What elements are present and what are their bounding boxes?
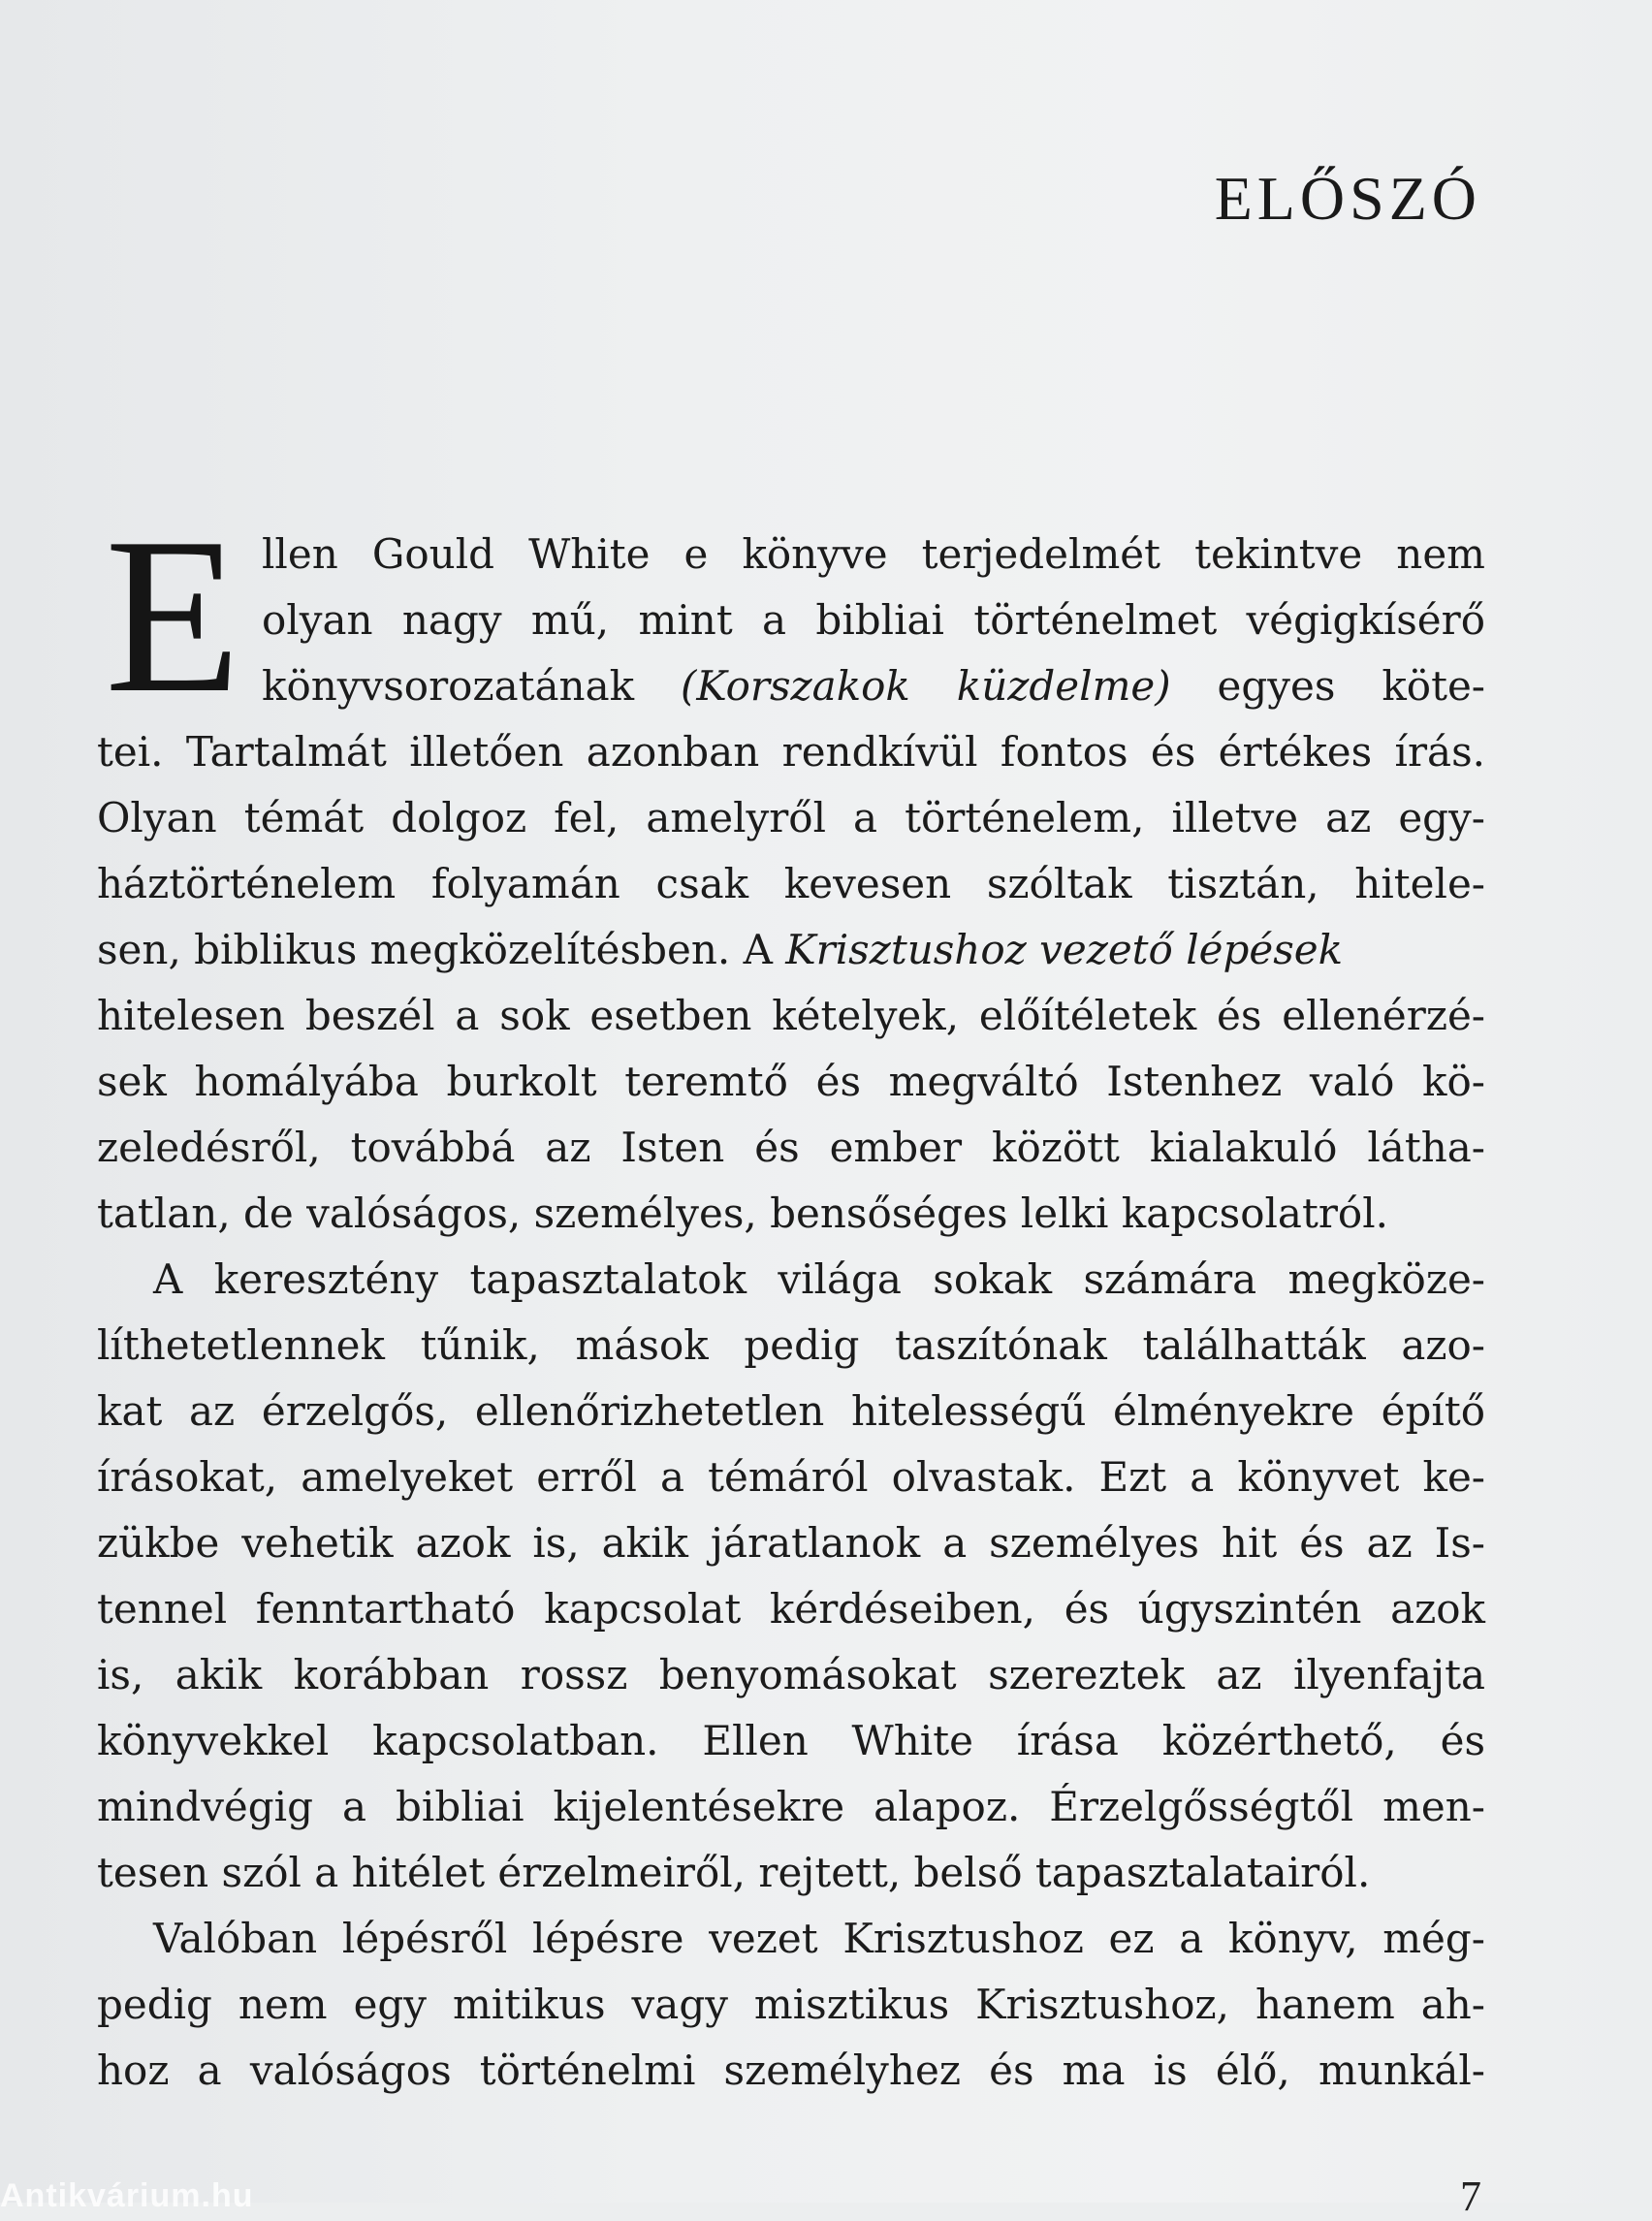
text-line	[97, 917, 1485, 983]
drop-cap-letter: E	[105, 492, 241, 739]
text-segment: sek homályába burkolt teremtő és megváltó Istenhez való kö-	[97, 1058, 1485, 1105]
text-line	[97, 1247, 1485, 1313]
text-segment: zükbe vehetik azok is, akik járatlanok a személyes hit és az Is-	[97, 1519, 1485, 1567]
text-segment: tatlan, de valóságos, személyes, bensőséges lelki kapcsolatról.	[97, 1190, 1388, 1237]
text-segment: Valóban lépésről lépésre vezet Krisztushoz ez a könyv, még-	[153, 1915, 1485, 1962]
text-segment: háztörténelem folyamán csak kevesen szóltak tisztán, hitele-	[97, 860, 1485, 907]
text-segment: könyvsorozatának	[262, 662, 681, 710]
text-segment: pedig nem egy mitikus vagy misztikus Krisztushoz, hanem ah-	[97, 1981, 1485, 2028]
text-line	[97, 719, 1485, 785]
text-segment: llen Gould White e könyve terjedelmét tekintve nem	[262, 530, 1485, 578]
text-line	[97, 1115, 1485, 1181]
text-line	[97, 1049, 1485, 1115]
text-segment: Olyan témát dolgoz fel, amelyről a történelem, illetve az egy-	[97, 794, 1485, 841]
text-segment: írásokat, amelyeket erről a témáról olvastak. Ezt a könyvet ke-	[97, 1453, 1485, 1501]
text-line	[97, 1181, 1485, 1247]
text-line	[97, 2038, 1485, 2104]
text-segment: olyan nagy mű, mint a bibliai történelmet végigkísérő	[262, 596, 1485, 644]
text-segment: is, akik korábban rossz benyomásokat szereztek az ilyenfajta	[97, 1651, 1485, 1698]
page-number: 7	[1460, 2173, 1481, 2220]
italic-title-text: (Korszakok küzdelme)	[680, 662, 1171, 710]
text-segment: A keresztény tapasztalatok világa sokak számára megköze-	[153, 1255, 1485, 1303]
text-line	[97, 1444, 1485, 1510]
text-segment: zeledésről, továbbá az Isten és ember között kialakuló látha-	[97, 1124, 1485, 1171]
text-line	[97, 1972, 1485, 2038]
text-line	[97, 1576, 1485, 1642]
text-segment: kat az érzelgős, ellenőrizhetetlen hitelességű élményekre építő	[97, 1387, 1485, 1435]
text-line	[97, 1313, 1485, 1379]
text-line	[97, 587, 1485, 653]
text-segment: líthetetlennek tűnik, mások pedig taszítónak találhatták azo-	[97, 1321, 1485, 1369]
text-segment: tei. Tartalmát illetően azonban rendkívül fontos és értékes írás.	[97, 728, 1485, 776]
text-segment: hitelesen beszél a sok esetben kételyek, előítéletek és ellenérzé-	[97, 992, 1485, 1039]
text-segment: tennel fenntartható kapcsolat kérdéseiben, és úgyszintén azok	[97, 1585, 1485, 1633]
italic-title-text: Krisztushoz vezető lépések	[785, 926, 1344, 973]
watermark-text: Antikvárium.hu	[0, 2177, 254, 2214]
text-line	[97, 851, 1485, 917]
text-line	[97, 1642, 1485, 1708]
text-segment: mindvégig a bibliai kijelentésekre alapoz. Érzelgősségtől men-	[97, 1783, 1485, 1830]
text-segment: tesen szól a hitélet érzelmeiről, rejtett, belső tapasztalatairól.	[97, 1849, 1371, 1896]
text-line	[97, 1906, 1485, 1972]
chapter-title: ELŐSZÓ	[1214, 164, 1481, 233]
text-line	[97, 1379, 1485, 1444]
text-line	[97, 522, 1485, 587]
text-segment: egyes köte-	[1170, 662, 1485, 710]
text-segment: sen, biblikus megközelítésben. A	[97, 926, 786, 973]
text-segment: könyvekkel kapcsolatban. Ellen White írása közérthető, és	[97, 1717, 1485, 1764]
text-line	[97, 1510, 1485, 1576]
text-line	[97, 785, 1485, 851]
text-line	[97, 1708, 1485, 1774]
text-line	[97, 983, 1485, 1049]
text-segment: hoz a valóságos történelmi személyhez és ma is élő, munkál-	[97, 2046, 1485, 2094]
text-line	[97, 1774, 1485, 1840]
body-text	[97, 522, 1485, 2104]
text-line	[97, 653, 1485, 719]
text-line	[97, 1840, 1485, 1906]
